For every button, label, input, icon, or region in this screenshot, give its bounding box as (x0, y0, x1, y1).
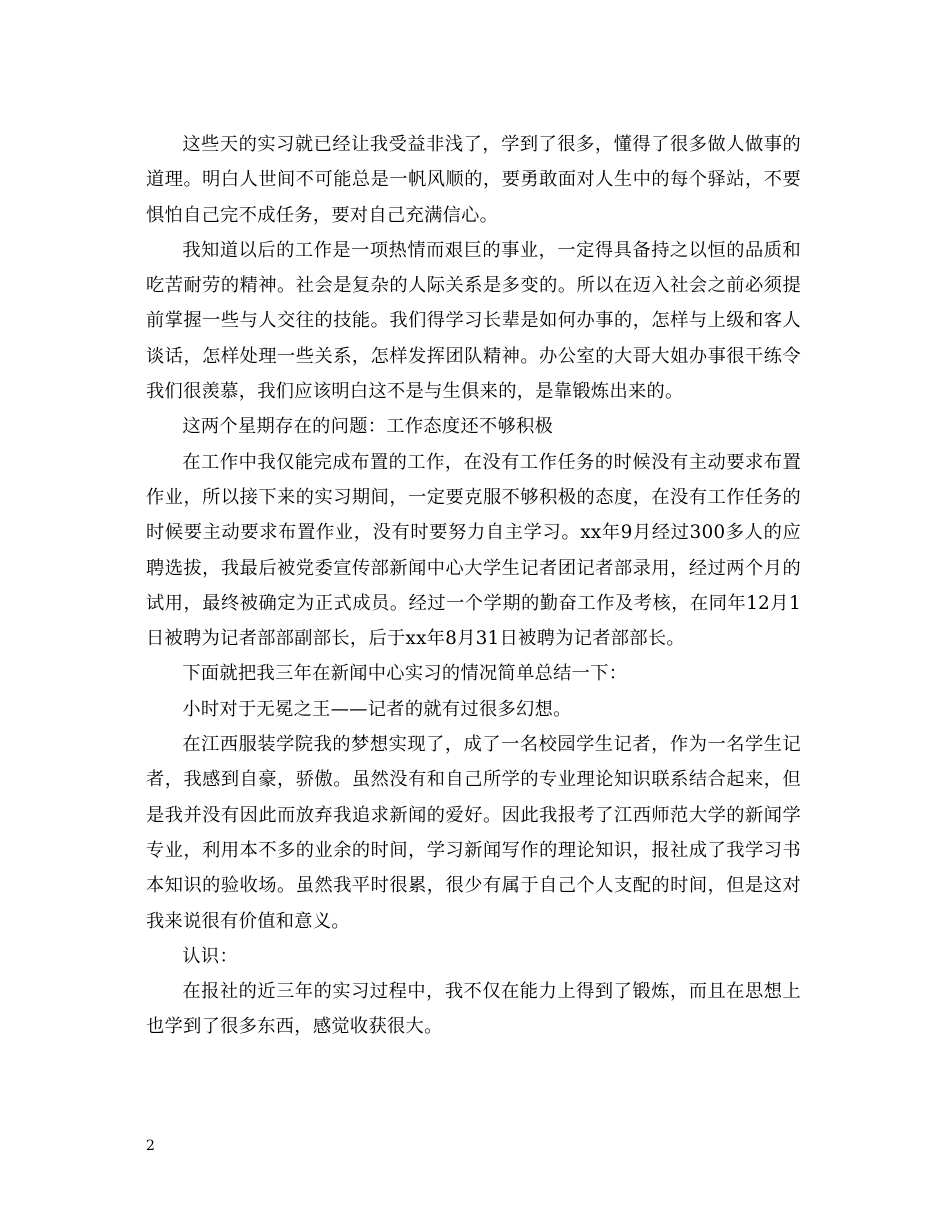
paragraph: 这些天的实习就已经让我受益非浅了，学到了很多，懂得了很多做人做事的道理。明白人世间不可能总是一帆风顺的，要勇敢面对人生中的每个驿站，不要惧怕自己完不成任务，要对自己充满信心。 (146, 134, 801, 226)
paragraph: 在江西服装学院我的梦想实现了，成了一名校园学生记者，作为一名学生记者，我感到自豪，骄傲。虽然没有和自己所学的专业理论知识联系结合起来，但是我并没有因此而放弃我追求新闻的爱好。因此我报考了江西师范大学的新闻学专业，利用本不多的业余的时间，学习新闻写作的理论知识，报社成了我学习书本知识的验收场。虽然我平时很累，很少有属于自己个人支配的时间，但是这对我来说很有价值和意义。 (146, 734, 801, 932)
paragraph: 在报社的近三年的实习过程中，我不仅在能力上得到了锻炼，而且在思想上也学到了很多东西，感觉收获很大。 (146, 981, 801, 1038)
paragraph: 我知道以后的工作是一项热情而艰巨的事业，一定得具备持之以恒的品质和吃苦耐劳的精神。社会是复杂的人际关系是多变的。所以在迈入社会之前必须提前掌握一些与人交往的技能。我们得学习长辈是如何办事的，怎样与上级和客人谈话，怎样处理一些关系，怎样发挥团队精神。办公室的大哥大姐办事很干练令我们很羡慕，我们应该明白这不是与生俱来的，是靠锻炼出来的。 (146, 239, 801, 403)
page-number: 2 (146, 1138, 155, 1154)
paragraph: 认识： (182, 945, 239, 967)
paragraph: 在工作中我仅能完成布置的工作，在没有工作任务的时候没有主动要求布置作业，所以接下来的实习期间，一定要克服不够积极的态度，在没有工作任务的时候要主动要求布置作业，没有时要努力自主学习。xx年9月经过300多人的应聘选拔，我最后被党委宣传部新闻中心大学生记者团记者部录用，经过两个月的试用，最终被确定为正式成员。经过一个学期的勤奋工作及考核，在同年12月1日被聘为记者部部副部长，后于xx年8月31日被聘为记者部部长。 (146, 451, 801, 650)
paragraph: 小时对于无冕之王——记者的就有过很多幻想。 (182, 698, 572, 720)
paragraph: 下面就把我三年在新闻中心实习的情况简单总结一下： (182, 663, 628, 685)
body-text (146, 127, 801, 1045)
paragraph: 这两个星期存在的问题：工作态度还不够积极 (182, 416, 554, 438)
